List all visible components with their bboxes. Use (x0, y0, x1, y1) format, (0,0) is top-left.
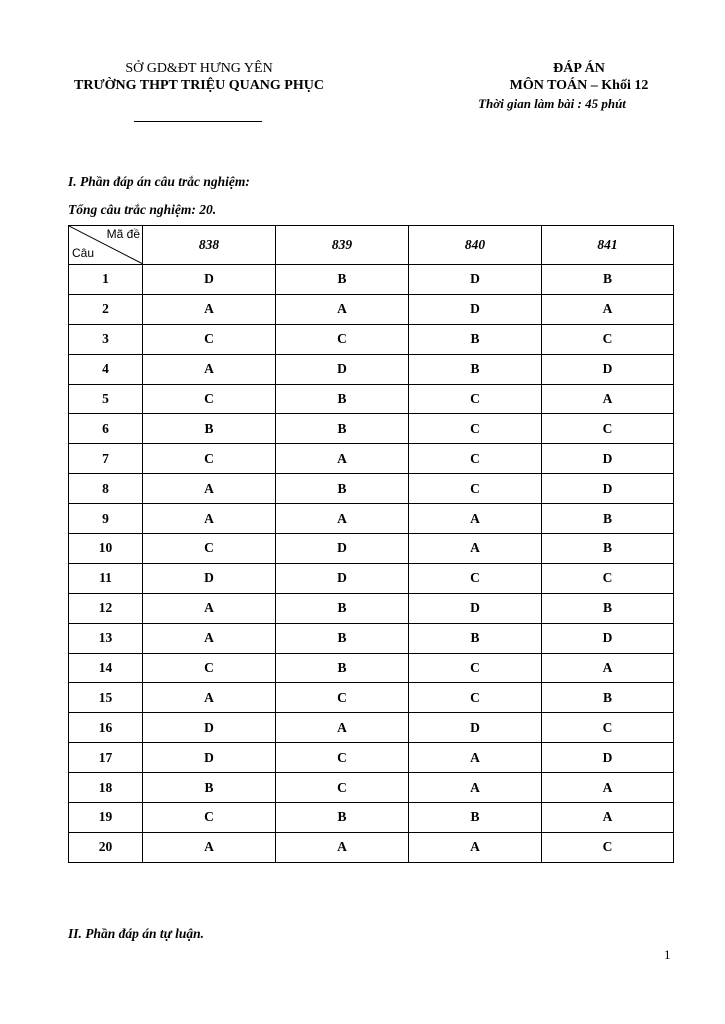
page-number: 1 (664, 947, 671, 962)
answer-cell: D (276, 534, 409, 564)
answer-cell: D (143, 743, 276, 773)
answer-cell: C (409, 474, 542, 504)
answer-cell: A (143, 683, 276, 713)
corner-label-question: Câu (72, 246, 95, 260)
answer-cell: A (542, 384, 674, 414)
answer-cell: B (542, 593, 674, 623)
answer-cell: A (143, 474, 276, 504)
answer-cell: D (143, 713, 276, 743)
table-row (69, 384, 674, 414)
table-row (69, 713, 674, 743)
table-row (69, 414, 674, 444)
answer-cell: C (143, 803, 276, 833)
answer-cell: B (542, 683, 674, 713)
table-row (69, 683, 674, 713)
question-number-cell: 14 (69, 653, 143, 683)
code-header: 838 (143, 226, 276, 265)
answer-cell: C (276, 324, 409, 354)
answer-cell: A (542, 773, 674, 803)
answer-cell: C (143, 324, 276, 354)
answer-cell: D (143, 265, 276, 295)
answer-cell: C (409, 444, 542, 474)
answer-table (68, 225, 674, 863)
answer-cell: B (276, 803, 409, 833)
answer-cell: D (409, 294, 542, 324)
answer-cell: A (276, 713, 409, 743)
answer-cell: A (276, 832, 409, 862)
table-row (69, 623, 674, 653)
answer-cell: C (409, 653, 542, 683)
question-number-cell: 15 (69, 683, 143, 713)
question-number-cell: 20 (69, 832, 143, 862)
table-row (69, 324, 674, 354)
question-number-cell: 16 (69, 713, 143, 743)
answer-cell: D (276, 354, 409, 384)
answer-cell: B (542, 265, 674, 295)
answer-cell: C (143, 653, 276, 683)
answer-cell: A (143, 294, 276, 324)
answer-cell: D (143, 563, 276, 593)
answer-cell: A (276, 294, 409, 324)
table-row (69, 474, 674, 504)
answer-cell: C (409, 563, 542, 593)
section-2-title: II. Phần đáp án tự luận. (68, 926, 205, 941)
answer-cell: D (409, 593, 542, 623)
question-number-cell: 4 (69, 354, 143, 384)
table-row (69, 563, 674, 593)
answer-cell: B (542, 504, 674, 534)
answer-cell: C (143, 384, 276, 414)
answer-cell: A (143, 593, 276, 623)
answer-cell: A (542, 653, 674, 683)
question-number-cell: 17 (69, 743, 143, 773)
answer-cell: D (542, 354, 674, 384)
answer-cell: D (276, 563, 409, 593)
answer-cell: C (143, 534, 276, 564)
answer-cell: C (542, 414, 674, 444)
answer-cell: C (276, 743, 409, 773)
answer-cell: A (409, 534, 542, 564)
subject-line: MÔN TOÁN – Khối 12 (509, 78, 649, 93)
question-number-cell: 9 (69, 504, 143, 534)
table-row (69, 444, 674, 474)
question-number-cell: 5 (69, 384, 143, 414)
corner-label-code: Mã đề (106, 227, 140, 241)
table-row (69, 354, 674, 384)
answer-cell: A (409, 504, 542, 534)
question-number-cell: 12 (69, 593, 143, 623)
time-limit: Thời gian làm bài : 45 phút (478, 96, 626, 111)
answer-cell: D (409, 713, 542, 743)
table-row (69, 743, 674, 773)
code-header: 840 (409, 226, 542, 265)
question-number-cell: 18 (69, 773, 143, 803)
answer-cell: D (542, 743, 674, 773)
answer-cell: C (276, 773, 409, 803)
code-header: 841 (542, 226, 674, 265)
answer-cell: C (276, 683, 409, 713)
total-questions: Tổng câu trắc nghiệm: 20. (68, 202, 217, 217)
answer-cell: B (276, 384, 409, 414)
question-number-cell: 7 (69, 444, 143, 474)
question-number-cell: 19 (69, 803, 143, 833)
answer-cell: C (409, 414, 542, 444)
answer-cell: B (143, 414, 276, 444)
table-row (69, 534, 674, 564)
question-number-cell: 11 (69, 563, 143, 593)
answer-cell: A (542, 803, 674, 833)
answer-cell: A (276, 444, 409, 474)
table-row (69, 803, 674, 833)
answer-cell: B (276, 593, 409, 623)
question-number-cell: 10 (69, 534, 143, 564)
table-row (69, 653, 674, 683)
table-row (69, 832, 674, 862)
school-name: TRƯỜNG THPT TRIỆU QUANG PHỤC (74, 78, 324, 93)
table-row (69, 265, 674, 295)
answer-cell: B (409, 324, 542, 354)
answer-cell: A (409, 743, 542, 773)
question-number-cell: 3 (69, 324, 143, 354)
answer-cell: A (143, 832, 276, 862)
answer-cell: D (542, 444, 674, 474)
answer-cell: D (409, 265, 542, 295)
document-title: ĐÁP ÁN (553, 61, 605, 76)
corner-cell (69, 226, 143, 265)
answer-cell: B (409, 354, 542, 384)
question-number-cell: 1 (69, 265, 143, 295)
question-number-cell: 2 (69, 294, 143, 324)
answer-cell: C (409, 384, 542, 414)
table-row (69, 773, 674, 803)
answer-cell: C (542, 832, 674, 862)
table-row (69, 504, 674, 534)
code-header: 839 (276, 226, 409, 265)
answer-cell: A (542, 294, 674, 324)
question-number-cell: 13 (69, 623, 143, 653)
answer-cell: D (542, 474, 674, 504)
section-1-title: I. Phần đáp án câu trắc nghiệm: (68, 174, 250, 189)
answer-cell: C (409, 683, 542, 713)
answer-cell: A (276, 504, 409, 534)
answer-cell: C (542, 563, 674, 593)
question-number-cell: 8 (69, 474, 143, 504)
answer-cell: B (409, 803, 542, 833)
table-row (69, 593, 674, 623)
answer-cell: A (143, 354, 276, 384)
answer-cell: A (409, 773, 542, 803)
answer-cell: B (542, 534, 674, 564)
answer-cell: B (276, 414, 409, 444)
answer-cell: C (542, 324, 674, 354)
table-row (69, 294, 674, 324)
answer-cell: C (542, 713, 674, 743)
answer-cell: C (143, 444, 276, 474)
answer-cell: B (276, 623, 409, 653)
answer-cell: B (276, 474, 409, 504)
answer-cell: B (276, 265, 409, 295)
answer-table-header-row (69, 226, 674, 265)
question-number-cell: 6 (69, 414, 143, 444)
answer-cell: B (409, 623, 542, 653)
answer-cell: B (143, 773, 276, 803)
answer-cell: A (143, 504, 276, 534)
answer-cell: B (276, 653, 409, 683)
answer-cell: A (143, 623, 276, 653)
department-name: SỞ GD&ĐT HƯNG YÊN (125, 61, 273, 76)
answer-cell: A (409, 832, 542, 862)
header-divider (134, 121, 262, 122)
answer-cell: D (542, 623, 674, 653)
